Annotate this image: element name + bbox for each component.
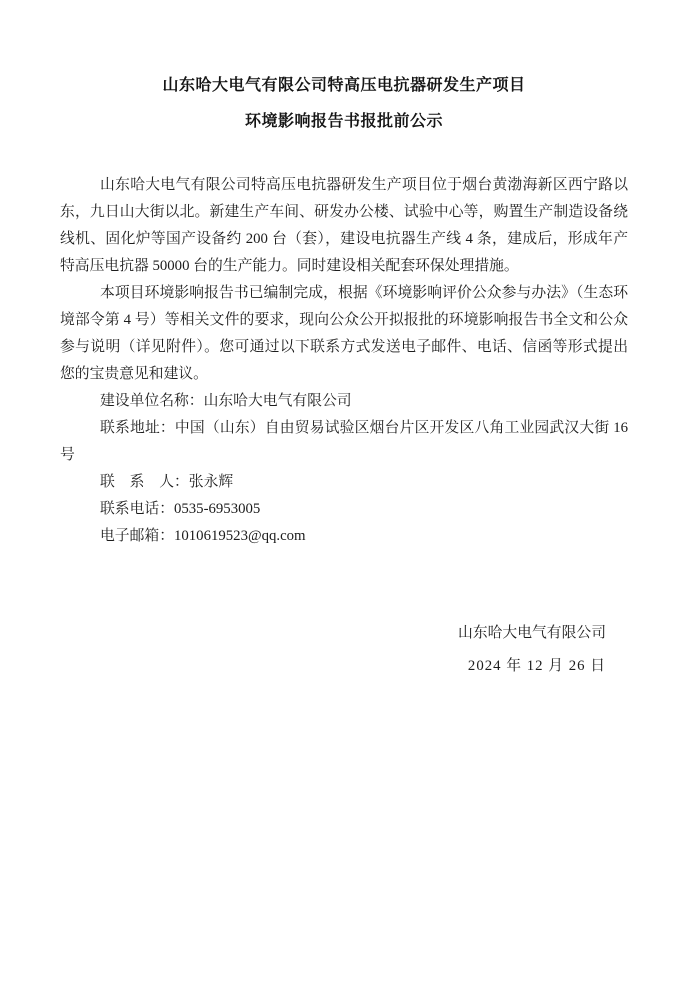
signature-block <box>60 620 628 680</box>
signature-company-name: 山东哈大电气有限公司 <box>458 625 606 641</box>
signature-date: 2024 年 12 月 26 日 <box>467 658 606 674</box>
contact-phone: 联系电话：0535-6953005 <box>100 501 261 517</box>
paragraph-project-overview: 山东哈大电气有限公司特高压电抗器研发生产项目位于烟台黄渤海新区西宁路以东，九日山大街以北。新建生产车间、研发办公楼、试验中心等，购置生产制造设备绕线机、固化炉等国产设备约 200 台（套），建设电抗器生产线 4 条，建成后，形成年产特高压电抗器 50000 台的生产能力。同时建设相关配套环保处理措施。 <box>60 177 628 274</box>
paragraph-public-participation-notice: 本项目环境影响报告书已编制完成，根据《环境影响评价公众参与办法》（生态环境部令第 4 号）等相关文件的要求，现向公众公开拟报批的环境影响报告书全文和公众参与说明（详见附件）。您可通过以下联系方式发送电子邮件、电话、信函等形式提出您的宝贵意见和建议。 <box>60 285 628 382</box>
contact-email: 电子邮箱：1010619523@qq.com <box>100 528 306 544</box>
contact-person: 联 系 人：张永辉 <box>100 474 234 490</box>
document-title-line-1: 山东哈大电气有限公司特高压电抗器研发生产项目 <box>162 77 526 94</box>
contact-construction-unit-name: 建设单位名称：山东哈大电气有限公司 <box>100 393 352 409</box>
document-title-line-2: 环境影响报告书报批前公示 <box>244 113 443 130</box>
contact-address: 联系地址：中国（山东）自由贸易试验区烟台片区开发区八角工业园武汉大街 16号 <box>60 420 628 463</box>
